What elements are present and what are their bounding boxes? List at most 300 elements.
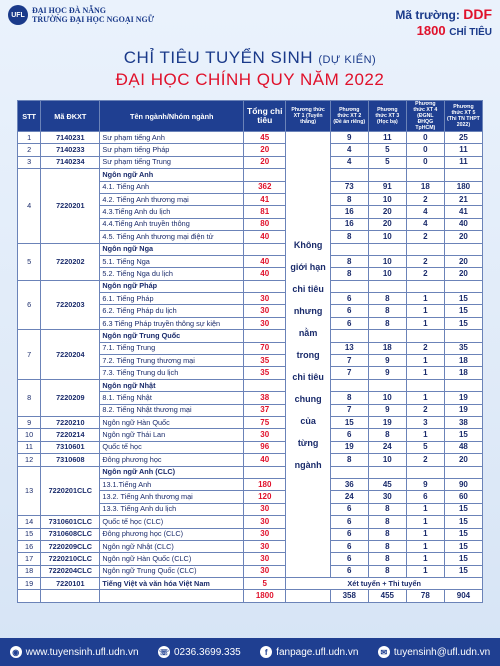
cell-stt: 9 bbox=[18, 416, 41, 428]
cell-xt2: 6 bbox=[330, 540, 368, 552]
cell-xt2: 6 bbox=[330, 516, 368, 528]
cell-major: Sư phạm tiếng Trung bbox=[100, 156, 244, 168]
cell-xt4: 1 bbox=[406, 503, 444, 515]
cell-xt3 bbox=[368, 169, 406, 181]
cell-major: 4.4.Tiếng Anh truyền thông bbox=[100, 218, 244, 230]
table-row bbox=[18, 169, 483, 181]
cell-major: Ngôn ngữ Thái Lan bbox=[100, 429, 244, 441]
cell-total: 38 bbox=[244, 392, 286, 404]
cell-xt3: 20 bbox=[368, 206, 406, 218]
cell-xt2: 24 bbox=[330, 491, 368, 503]
cell-xt2: 8 bbox=[330, 255, 368, 267]
cell-major: Ngôn ngữ Pháp bbox=[100, 280, 244, 292]
cell-xt5: 20 bbox=[444, 231, 482, 243]
cell-xt3 bbox=[368, 379, 406, 391]
cell-xt2 bbox=[330, 379, 368, 391]
cell-xt3: 5 bbox=[368, 144, 406, 156]
cell-stt: 6 bbox=[18, 280, 41, 330]
header-xt4: Phương thức XT 4 (ĐGNL ĐHQG TpHCM) bbox=[406, 101, 444, 132]
cell-xt2: 6 bbox=[330, 553, 368, 565]
footer-facebook[interactable] bbox=[260, 646, 358, 658]
cell-xt4: 1 bbox=[406, 565, 444, 577]
cell-xt5: 20 bbox=[444, 255, 482, 267]
cell-xt4: 0 bbox=[406, 156, 444, 168]
cell-xt-note: Xét tuyển + Thi tuyển bbox=[286, 578, 483, 590]
cell-xt5: 41 bbox=[444, 206, 482, 218]
cell-code: 7140233 bbox=[41, 144, 100, 156]
cell-xt2: 9 bbox=[330, 132, 368, 144]
cell-xt3: 8 bbox=[368, 503, 406, 515]
cell-total: 180 bbox=[244, 478, 286, 490]
cell-xt4: 2 bbox=[406, 268, 444, 280]
cell-xt4: 18 bbox=[406, 181, 444, 193]
cell-xt4: 2 bbox=[406, 255, 444, 267]
cell-xt5: 11 bbox=[444, 156, 482, 168]
cell-total: 35 bbox=[244, 355, 286, 367]
cell-xt5: 15 bbox=[444, 516, 482, 528]
table-row bbox=[18, 156, 483, 168]
cell-major: 7.3. Tiếng Trung du lịch bbox=[100, 367, 244, 379]
cell-major: Ngôn ngữ Nga bbox=[100, 243, 244, 255]
cell-xt3: 9 bbox=[368, 404, 406, 416]
header-total: Tổng chỉ tiêu bbox=[244, 101, 286, 132]
cell-xt5 bbox=[444, 379, 482, 391]
cell-xt4: 1 bbox=[406, 553, 444, 565]
cell-xt4: 4 bbox=[406, 206, 444, 218]
cell-xt3: 8 bbox=[368, 293, 406, 305]
school-code-label: Mã trường: bbox=[395, 8, 460, 22]
footer-phone-text: 0236.3699.335 bbox=[174, 646, 241, 658]
cell-total: 5 bbox=[244, 578, 286, 590]
cell-xt2: 6 bbox=[330, 565, 368, 577]
header-code: Mã ĐKXT bbox=[41, 101, 100, 132]
cell-xt3: 8 bbox=[368, 528, 406, 540]
cell-total: 30 bbox=[244, 293, 286, 305]
cell-stt: 12 bbox=[18, 454, 41, 466]
cell-xt5: 20 bbox=[444, 454, 482, 466]
cell-stt: 7 bbox=[18, 330, 41, 380]
cell-xt3: 24 bbox=[368, 441, 406, 453]
cell-xt3: 91 bbox=[368, 181, 406, 193]
cell-major: Ngôn ngữ Trung Quốc bbox=[100, 330, 244, 342]
cell-xt5 bbox=[444, 466, 482, 478]
cell-xt4 bbox=[406, 379, 444, 391]
university-logo-icon: UFL bbox=[8, 5, 28, 25]
cell-stt: 11 bbox=[18, 441, 41, 453]
header-xt3: Phương thức XT 3 (Học bạ) bbox=[368, 101, 406, 132]
cell-xt4: 1 bbox=[406, 540, 444, 552]
table-row bbox=[18, 528, 483, 540]
cell-xt2: 6 bbox=[330, 429, 368, 441]
cell-code: 7220214 bbox=[41, 429, 100, 441]
cell-xt2: 16 bbox=[330, 218, 368, 230]
cell-total: 81 bbox=[244, 206, 286, 218]
header-xt5: Phương thức XT 5 (Thi TN THPT 2022) bbox=[444, 101, 482, 132]
cell-xt4: 1 bbox=[406, 516, 444, 528]
cell-code: 7310601 bbox=[41, 441, 100, 453]
cell-total: 30 bbox=[244, 553, 286, 565]
table-row bbox=[18, 379, 483, 391]
cell-stt: 3 bbox=[18, 156, 41, 168]
cell-xt2 bbox=[330, 243, 368, 255]
cell-xt2: 13 bbox=[330, 342, 368, 354]
table-row bbox=[18, 132, 483, 144]
cell-stt: 14 bbox=[18, 516, 41, 528]
table-row bbox=[18, 416, 483, 428]
cell-xt3: 19 bbox=[368, 416, 406, 428]
cell-total: 120 bbox=[244, 491, 286, 503]
cell-code: 7140231 bbox=[41, 132, 100, 144]
cell-major: 4.5. Tiếng Anh thương mại điện tử bbox=[100, 231, 244, 243]
cell-total bbox=[244, 243, 286, 255]
cell-xt2: 6 bbox=[330, 528, 368, 540]
cell-xt4 bbox=[406, 330, 444, 342]
cell-xt5: 18 bbox=[444, 355, 482, 367]
cell-xt2: 19 bbox=[330, 441, 368, 453]
cell-xt4: 1 bbox=[406, 293, 444, 305]
cell-major: Ngôn ngữ Nhật bbox=[100, 379, 244, 391]
footer-email-text: tuyensinh@ufl.udn.vn bbox=[393, 646, 491, 658]
cell-xt5: 25 bbox=[444, 132, 482, 144]
cell-total: 40 bbox=[244, 231, 286, 243]
cell-xt4 bbox=[406, 280, 444, 292]
table-row bbox=[18, 243, 483, 255]
cell-stt: 4 bbox=[18, 169, 41, 243]
cell-stt: 10 bbox=[18, 429, 41, 441]
cell-xt5: 90 bbox=[444, 478, 482, 490]
quota-table bbox=[17, 100, 483, 603]
cell-total: 35 bbox=[244, 367, 286, 379]
cell-xt3: 30 bbox=[368, 491, 406, 503]
cell-xt3: 8 bbox=[368, 553, 406, 565]
cell-major: 13.2. Tiếng Anh thương mại bbox=[100, 491, 244, 503]
cell-xt3: 9 bbox=[368, 355, 406, 367]
cell-xt3: 8 bbox=[368, 516, 406, 528]
cell-major: 8.1. Tiếng Nhật bbox=[100, 392, 244, 404]
cell-total: 30 bbox=[244, 429, 286, 441]
cell-xt2: 8 bbox=[330, 392, 368, 404]
footer-website[interactable] bbox=[10, 646, 139, 658]
quota-label: CHỈ TIÊU bbox=[449, 27, 492, 38]
cell-code: 7220101 bbox=[41, 578, 100, 590]
quota-number: 1800 bbox=[416, 23, 446, 38]
cell-xt3: 9 bbox=[368, 367, 406, 379]
cell-xt4: 1 bbox=[406, 305, 444, 317]
cell-xt1-merged: Không giới hạn chỉ tiêu nhưng nằm trong chỉ tiêu chung của từng ngành bbox=[286, 132, 330, 578]
cell-xt3: 10 bbox=[368, 268, 406, 280]
cell-xt5: 20 bbox=[444, 268, 482, 280]
cell-xt2: 6 bbox=[330, 317, 368, 329]
cell-stt: 15 bbox=[18, 528, 41, 540]
footer-phone[interactable] bbox=[158, 646, 241, 658]
cell-xt5: 11 bbox=[444, 144, 482, 156]
cell-xt3: 8 bbox=[368, 305, 406, 317]
totals-total: 1800 bbox=[244, 590, 286, 602]
cell-total: 30 bbox=[244, 528, 286, 540]
cell-xt5: 15 bbox=[444, 528, 482, 540]
cell-xt5: 19 bbox=[444, 404, 482, 416]
cell-xt5 bbox=[444, 330, 482, 342]
cell-stt: 1 bbox=[18, 132, 41, 144]
cell-code: 7220204 bbox=[41, 330, 100, 380]
cell-xt5: 19 bbox=[444, 392, 482, 404]
cell-xt4: 1 bbox=[406, 429, 444, 441]
table-row bbox=[18, 330, 483, 342]
globe-icon: ◉ bbox=[10, 646, 22, 658]
header-stt: STT bbox=[18, 101, 41, 132]
cell-total: 96 bbox=[244, 441, 286, 453]
table-row bbox=[18, 516, 483, 528]
cell-xt4: 9 bbox=[406, 478, 444, 490]
cell-xt5: 18 bbox=[444, 367, 482, 379]
cell-xt2: 36 bbox=[330, 478, 368, 490]
cell-total: 30 bbox=[244, 503, 286, 515]
cell-xt5: 15 bbox=[444, 429, 482, 441]
page-title bbox=[0, 48, 500, 68]
table-row bbox=[18, 144, 483, 156]
cell-code: 7220202 bbox=[41, 243, 100, 280]
table-row-19 bbox=[18, 578, 483, 590]
cell-xt4 bbox=[406, 169, 444, 181]
cell-total: 41 bbox=[244, 193, 286, 205]
cell-code: 7220204CLC bbox=[41, 565, 100, 577]
cell-xt4 bbox=[406, 466, 444, 478]
cell-total: 40 bbox=[244, 268, 286, 280]
table-row bbox=[18, 280, 483, 292]
cell-total: 20 bbox=[244, 156, 286, 168]
cell-code: 7220209CLC bbox=[41, 540, 100, 552]
title-paren: (DỰ KIẾN) bbox=[318, 54, 377, 66]
table-row bbox=[18, 454, 483, 466]
cell-code: 7220201 bbox=[41, 169, 100, 243]
cell-xt3: 45 bbox=[368, 478, 406, 490]
cell-code: 7220203 bbox=[41, 280, 100, 330]
cell-major: 7.1. Tiếng Trung bbox=[100, 342, 244, 354]
cell-xt3: 8 bbox=[368, 317, 406, 329]
table-row bbox=[18, 540, 483, 552]
cell-total bbox=[244, 379, 286, 391]
cell-stt: 19 bbox=[18, 578, 41, 590]
cell-major: 6.1. Tiếng Pháp bbox=[100, 293, 244, 305]
footer-website-text: www.tuyensinh.ufl.udn.vn bbox=[25, 646, 139, 658]
table-row bbox=[18, 441, 483, 453]
cell-xt5: 40 bbox=[444, 218, 482, 230]
cell-total: 80 bbox=[244, 218, 286, 230]
cell-xt3: 10 bbox=[368, 392, 406, 404]
university-name-line1: ĐẠI HỌC ĐÀ NẴNG bbox=[32, 6, 106, 15]
cell-xt5 bbox=[444, 169, 482, 181]
cell-xt3: 8 bbox=[368, 429, 406, 441]
cell-xt5: 48 bbox=[444, 441, 482, 453]
cell-xt4: 1 bbox=[406, 355, 444, 367]
totals-xt2: 358 bbox=[330, 590, 368, 602]
cell-xt3: 10 bbox=[368, 231, 406, 243]
cell-code: 7220210CLC bbox=[41, 553, 100, 565]
cell-xt3: 8 bbox=[368, 540, 406, 552]
cell-xt4: 4 bbox=[406, 218, 444, 230]
cell-major: Quốc tế học bbox=[100, 441, 244, 453]
cell-xt3 bbox=[368, 280, 406, 292]
cell-xt2: 7 bbox=[330, 355, 368, 367]
cell-xt2: 8 bbox=[330, 454, 368, 466]
cell-xt5: 180 bbox=[444, 181, 482, 193]
cell-xt2 bbox=[330, 330, 368, 342]
table-row bbox=[18, 429, 483, 441]
phone-icon: ☏ bbox=[158, 647, 169, 657]
footer bbox=[0, 638, 500, 666]
cell-xt2: 7 bbox=[330, 404, 368, 416]
cell-xt2: 6 bbox=[330, 305, 368, 317]
page-subtitle: ĐẠI HỌC CHÍNH QUY NĂM 2022 bbox=[115, 70, 385, 89]
university-name-line2: TRƯỜNG ĐẠI HỌC NGOẠI NGỮ bbox=[32, 15, 155, 24]
cell-xt4: 0 bbox=[406, 132, 444, 144]
cell-stt: 18 bbox=[18, 565, 41, 577]
cell-major: 8.2. Tiếng Nhật thương mại bbox=[100, 404, 244, 416]
cell-major: 7.2. Tiếng Trung thương mại bbox=[100, 355, 244, 367]
cell-total: 30 bbox=[244, 305, 286, 317]
totals-xt3: 455 bbox=[368, 590, 406, 602]
cell-xt4: 2 bbox=[406, 193, 444, 205]
cell-major: Ngôn ngữ Hàn Quốc bbox=[100, 416, 244, 428]
footer-email[interactable] bbox=[378, 646, 490, 658]
cell-major: Ngôn ngữ Nhật (CLC) bbox=[100, 540, 244, 552]
cell-xt4 bbox=[406, 243, 444, 255]
cell-code: 7140234 bbox=[41, 156, 100, 168]
cell-xt2: 8 bbox=[330, 231, 368, 243]
cell-xt5: 15 bbox=[444, 553, 482, 565]
cell-total: 30 bbox=[244, 565, 286, 577]
cell-xt5: 35 bbox=[444, 342, 482, 354]
cell-xt4: 2 bbox=[406, 342, 444, 354]
cell-major: 4.3.Tiếng Anh du lịch bbox=[100, 206, 244, 218]
cell-major: Ngôn ngữ Hàn Quốc (CLC) bbox=[100, 553, 244, 565]
cell-xt4: 3 bbox=[406, 416, 444, 428]
cell-xt5: 15 bbox=[444, 293, 482, 305]
cell-xt4: 2 bbox=[406, 454, 444, 466]
cell-total: 20 bbox=[244, 144, 286, 156]
cell-major: 6.2. Tiếng Pháp du lịch bbox=[100, 305, 244, 317]
cell-xt5: 38 bbox=[444, 416, 482, 428]
cell-total: 40 bbox=[244, 454, 286, 466]
cell-xt2: 8 bbox=[330, 193, 368, 205]
footer-facebook-text: fanpage.ufl.udn.vn bbox=[276, 646, 359, 658]
cell-total: 362 bbox=[244, 181, 286, 193]
table-totals-row bbox=[18, 590, 483, 602]
cell-total: 30 bbox=[244, 540, 286, 552]
cell-xt5: 60 bbox=[444, 491, 482, 503]
cell-xt3 bbox=[368, 330, 406, 342]
cell-xt5: 15 bbox=[444, 317, 482, 329]
cell-major: 5.2. Tiếng Nga du lịch bbox=[100, 268, 244, 280]
school-code-block bbox=[395, 6, 492, 38]
cell-code: 7220201CLC bbox=[41, 466, 100, 516]
header-xt1: Phương thức XT 1 (Tuyển thẳng) bbox=[286, 101, 330, 132]
cell-major: Sư phạm tiếng Anh bbox=[100, 132, 244, 144]
cell-xt2: 73 bbox=[330, 181, 368, 193]
cell-xt3: 10 bbox=[368, 454, 406, 466]
cell-major: 6.3 Tiếng Pháp truyền thông sự kiện bbox=[100, 317, 244, 329]
cell-code: 7310608CLC bbox=[41, 528, 100, 540]
cell-xt2 bbox=[330, 466, 368, 478]
cell-xt2: 4 bbox=[330, 144, 368, 156]
cell-xt2: 16 bbox=[330, 206, 368, 218]
cell-total: 45 bbox=[244, 132, 286, 144]
cell-major: Đông phương học (CLC) bbox=[100, 528, 244, 540]
cell-total: 40 bbox=[244, 255, 286, 267]
cell-xt5: 15 bbox=[444, 565, 482, 577]
cell-total bbox=[244, 330, 286, 342]
table-row bbox=[18, 553, 483, 565]
cell-major: 13.1.Tiếng Anh bbox=[100, 478, 244, 490]
cell-xt2 bbox=[330, 280, 368, 292]
facebook-icon: f bbox=[260, 646, 272, 658]
header-xt2: Phương thức XT 2 (Đề án riêng) bbox=[330, 101, 368, 132]
cell-xt4: 5 bbox=[406, 441, 444, 453]
cell-xt2: 8 bbox=[330, 268, 368, 280]
cell-xt2: 6 bbox=[330, 293, 368, 305]
school-code: DDF bbox=[463, 6, 492, 22]
cell-xt5: 15 bbox=[444, 540, 482, 552]
cell-total: 70 bbox=[244, 342, 286, 354]
cell-stt: 2 bbox=[18, 144, 41, 156]
cell-major: Ngôn ngữ Trung Quốc (CLC) bbox=[100, 565, 244, 577]
cell-xt4: 1 bbox=[406, 367, 444, 379]
cell-xt4: 1 bbox=[406, 528, 444, 540]
cell-total: 37 bbox=[244, 404, 286, 416]
cell-xt2: 6 bbox=[330, 503, 368, 515]
university-logo-block bbox=[8, 5, 154, 25]
cell-xt3 bbox=[368, 243, 406, 255]
cell-stt: 16 bbox=[18, 540, 41, 552]
cell-stt: 17 bbox=[18, 553, 41, 565]
cell-xt5: 15 bbox=[444, 305, 482, 317]
cell-xt5: 21 bbox=[444, 193, 482, 205]
cell-major: Sư phạm tiếng Pháp bbox=[100, 144, 244, 156]
cell-major: 5.1. Tiếng Nga bbox=[100, 255, 244, 267]
cell-major: 4.2. Tiếng Anh thương mại bbox=[100, 193, 244, 205]
cell-stt: 13 bbox=[18, 466, 41, 516]
cell-xt5 bbox=[444, 243, 482, 255]
cell-xt5 bbox=[444, 280, 482, 292]
cell-total: 30 bbox=[244, 516, 286, 528]
cell-xt3: 18 bbox=[368, 342, 406, 354]
cell-code: 7220210 bbox=[41, 416, 100, 428]
totals-xt4: 78 bbox=[406, 590, 444, 602]
cell-xt3: 5 bbox=[368, 156, 406, 168]
cell-xt4: 2 bbox=[406, 231, 444, 243]
cell-xt3 bbox=[368, 466, 406, 478]
quota-table-wrap bbox=[17, 100, 483, 603]
cell-xt2 bbox=[330, 169, 368, 181]
cell-total bbox=[244, 280, 286, 292]
cell-major: 13.3. Tiếng Anh du lịch bbox=[100, 503, 244, 515]
cell-major: 4.1. Tiếng Anh bbox=[100, 181, 244, 193]
cell-xt4: 0 bbox=[406, 144, 444, 156]
cell-xt3: 11 bbox=[368, 132, 406, 144]
cell-total bbox=[244, 466, 286, 478]
cell-xt2: 7 bbox=[330, 367, 368, 379]
cell-stt: 8 bbox=[18, 379, 41, 416]
cell-xt3: 8 bbox=[368, 565, 406, 577]
cell-total: 75 bbox=[244, 416, 286, 428]
cell-xt4: 6 bbox=[406, 491, 444, 503]
cell-total bbox=[244, 169, 286, 181]
cell-stt: 5 bbox=[18, 243, 41, 280]
table-header-row bbox=[18, 101, 483, 132]
header-major: Tên ngành/Nhóm ngành bbox=[100, 101, 244, 132]
cell-major: Quốc tế học (CLC) bbox=[100, 516, 244, 528]
cell-xt3: 10 bbox=[368, 255, 406, 267]
